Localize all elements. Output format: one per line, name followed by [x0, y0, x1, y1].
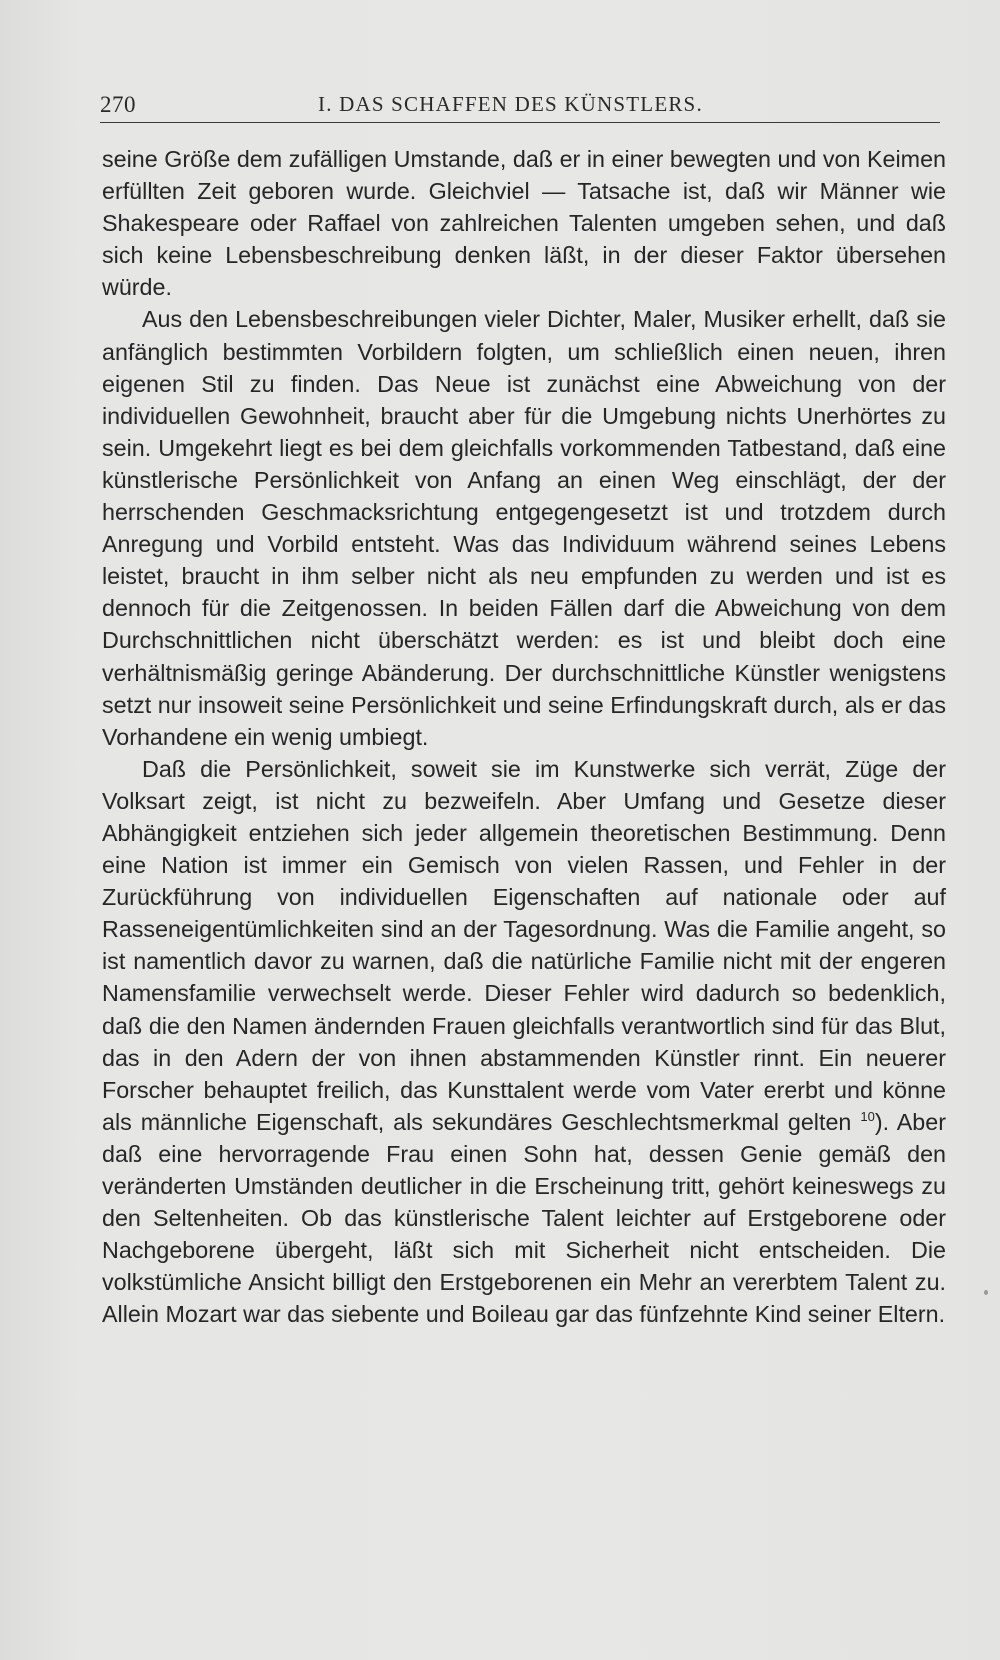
- body-text: [102, 143, 946, 1330]
- paragraph-3-part-1: Daß die Persönlichkeit, soweit sie im Kunstwerke sich verrät, Züge der Volksart zeigt, ist nicht zu bezweifeln. Aber Umfang und Gesetze dieser Abhängigkeit entziehen sich jeder allgemein theoretischen Bestimmung. Denn eine Nation ist immer ein Gemisch von vielen Rassen, und Fehler in der Zurückführung von individuellen Eigenschaften auf nationale oder auf Rasseneigentümlichkeiten sind an der Tagesordnung. Was die Familie angeht, so ist namentlich davor zu warnen, daß die natürliche Familie nicht mit der engeren Namensfamilie verwechselt werde. Dieser Fehler wird dadurch so bedenklich, daß die den Namen ändernden Frauen gleichfalls verantwortlich sind für das Blut, das in den Adern der von ihnen abstammenden Künstler rinnt. Ein neuerer Forscher behauptet freilich, das Kunsttalent werde vom Vater ererbt und könne als männliche Eigenschaft, als sekundäres Geschlechtsmerkmal gelten: [102, 755, 946, 1135]
- footnote-reference: 10: [860, 1109, 875, 1125]
- paragraph-1: seine Größe dem zufälligen Umstande, daß er in einer bewegten und von Keimen erfüllten Zeit geboren wurde. Gleichviel — Tatsache ist, daß wir Männer wie Shakespeare oder Raffael von zahlreichen Talenten umgeben sehen, und daß sich keine Lebensbeschreibung denken läßt, in der dieser Faktor übersehen würde.: [102, 146, 946, 301]
- page-number: 270: [100, 92, 136, 117]
- paragraph-3-part-2: ). Aber daß eine hervorragende Frau einen Sohn hat, dessen Genie gemäß den veränderten Umständen deutlicher in die Erscheinung tritt, gehört keineswegs zu den Seltenheiten. Ob das künstlerische Talent leichter auf Erstgeborene oder Nachgeborene übergeht, läßt sich mit Sicherheit nicht entscheiden. Die volkstümliche Ansicht billigt den Erstgeborenen ein Mehr an vererbtem Talent zu. Allein Mozart war das siebente und Boileau gar das fünfzehnte Kind seiner Eltern.: [102, 1108, 946, 1328]
- paper-speck: [984, 1290, 988, 1295]
- paragraph-3: [102, 753, 946, 1331]
- paragraph-2: Aus den Lebensbeschreibungen vieler Dichter, Maler, Musiker erhellt, daß sie anfänglich bestimmten Vorbildern folgten, um schließlich einen neuen, ihren eigenen Stil zu finden. Das Neue ist zunächst eine Abweichung von der individuellen Gewohnheit, braucht aber für die Umgebung nichts Unerhörtes zu sein. Umgekehrt liegt es bei dem gleichfalls vorkommenden Tatbestand, daß eine künstlerische Persönlichkeit von Anfang an einen Weg einschlägt, der der herrschenden Geschmacksrichtung entgegengesetzt ist und trotzdem durch Anregung und Vorbild entsteht. Was das Individuum während seines Lebens leistet, braucht in ihm selber nicht als neu empfunden zu werden und ist es dennoch für die Zeitgenossen. In beiden Fällen darf die Abweichung von dem Durchschnittlichen nicht überschätzt werden: es ist und bleibt doch eine verhältnismäßig geringe Abänderung. Der durchschnittliche Künstler wenigstens setzt nur insoweit seine Persönlichkeit und seine Erfindungskraft durch, als er das Vorhandene ein wenig umbiegt.: [102, 306, 946, 750]
- page-header: [100, 88, 940, 123]
- running-title: I. DAS SCHAFFEN DES KÜNSTLERS.: [318, 92, 703, 116]
